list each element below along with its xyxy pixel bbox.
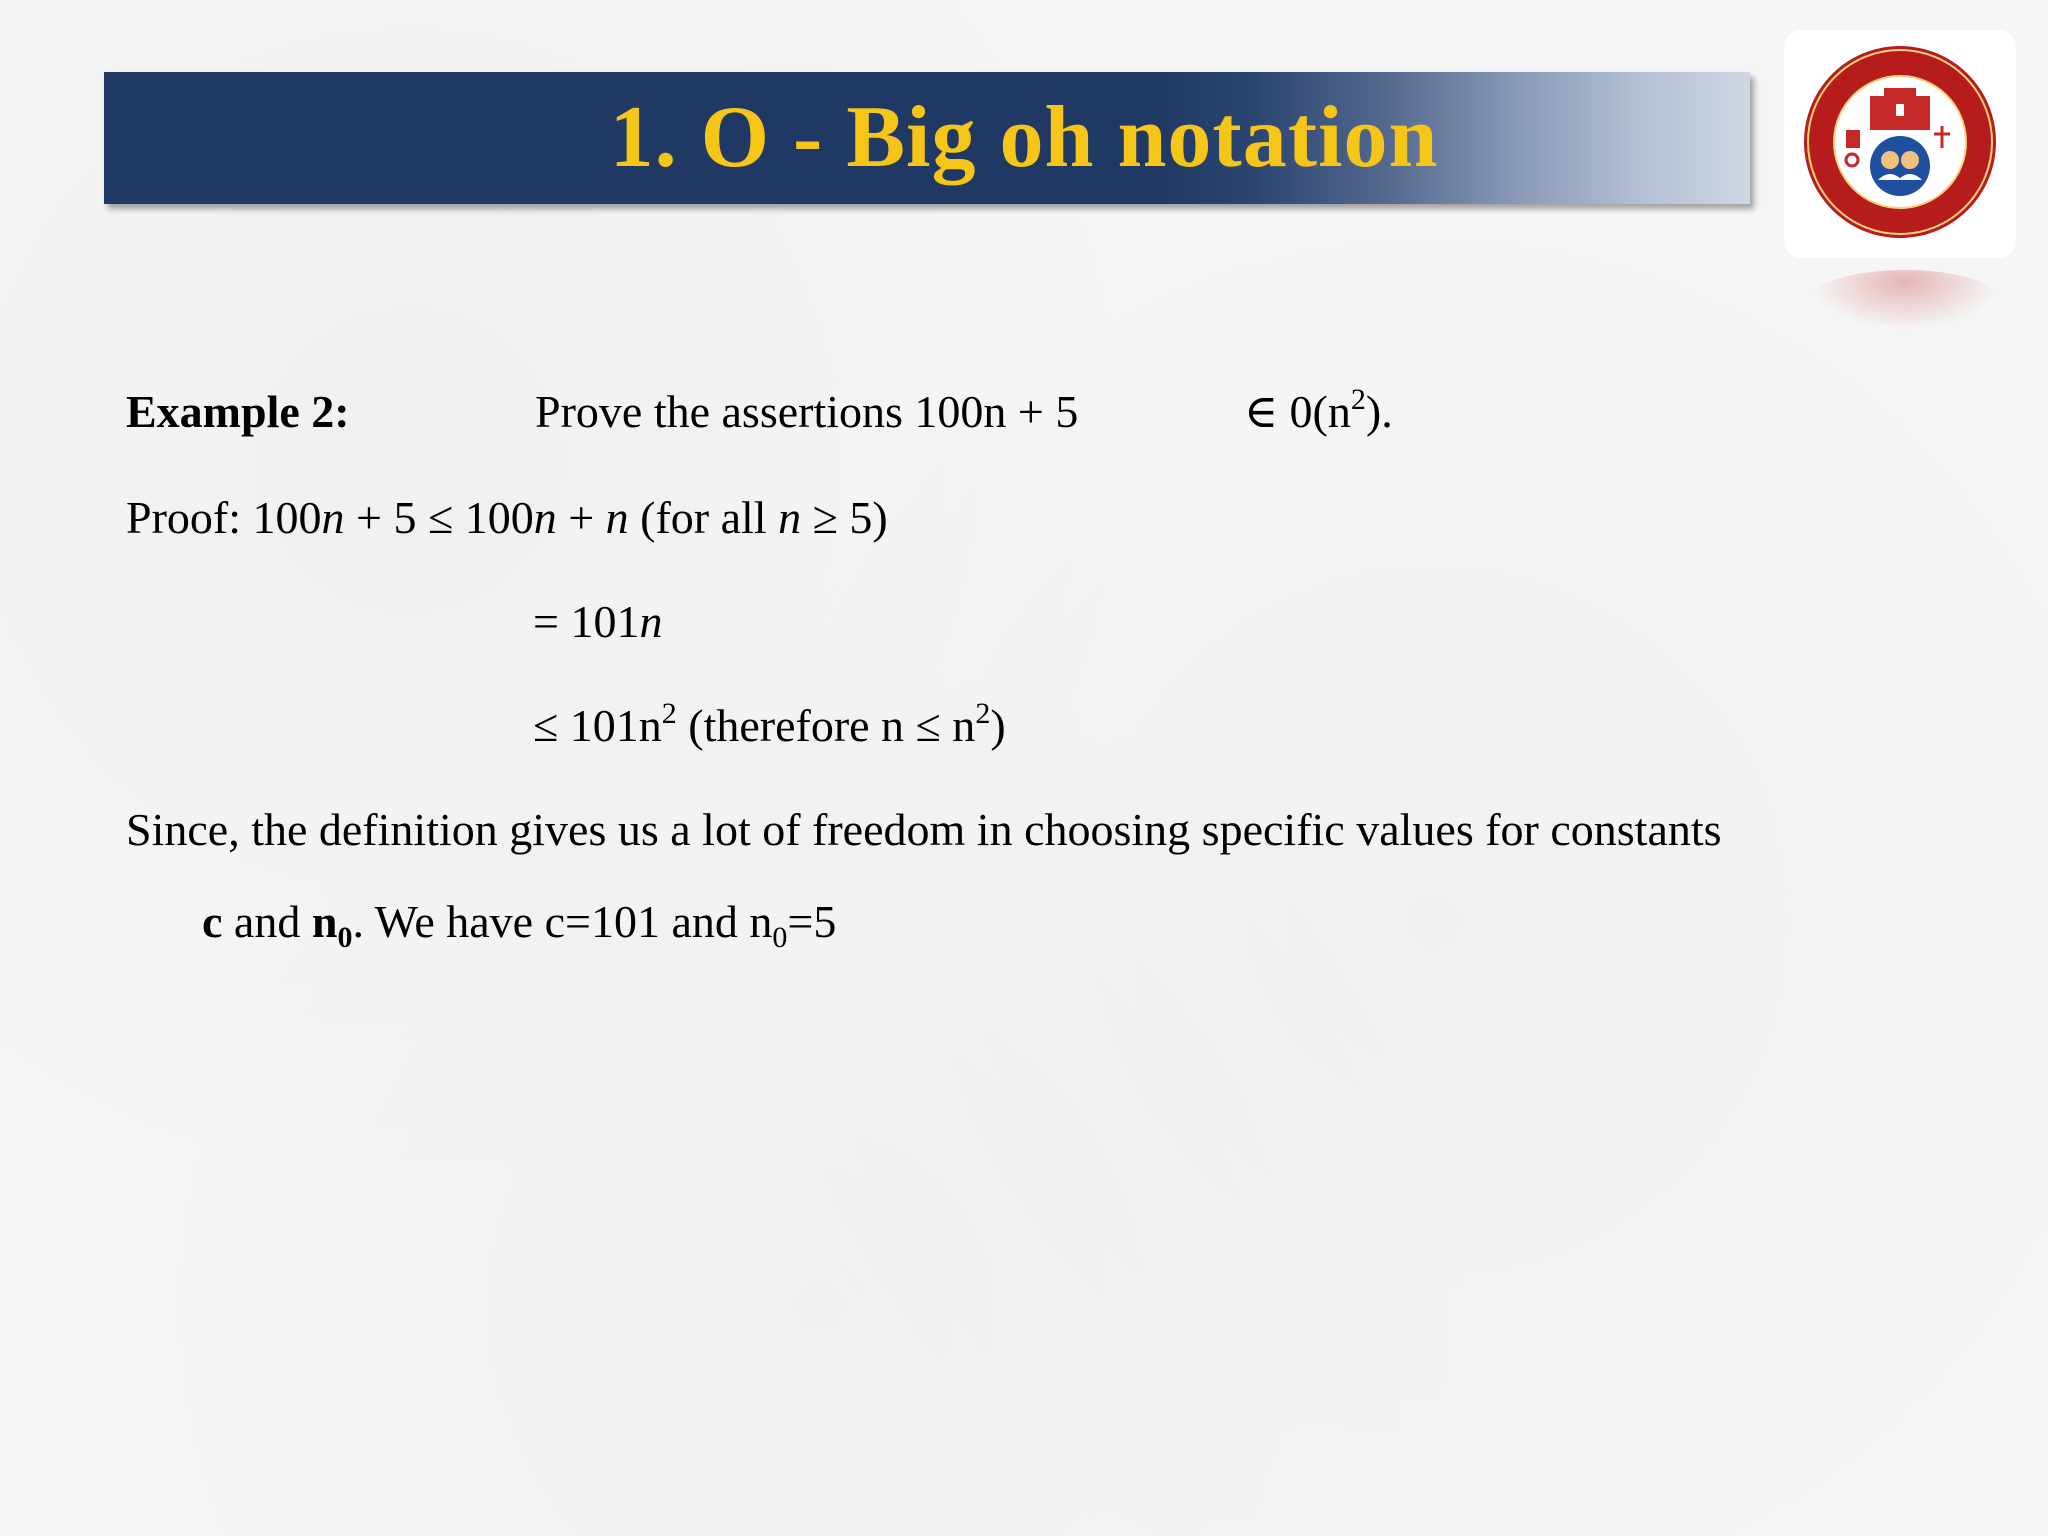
proof-text: )	[990, 700, 1006, 751]
proof-text: + 5 ≤ 100	[344, 492, 534, 543]
proof-text: +	[556, 492, 606, 543]
proof-var: n	[778, 492, 802, 543]
proof-text: ≥ 5)	[801, 492, 888, 543]
proof-line-3	[533, 698, 1006, 754]
example-label: Example 2:	[126, 386, 350, 437]
college-seal-logo	[1784, 30, 2016, 258]
proof-var: n	[605, 492, 629, 543]
proof-text: = 101	[533, 596, 640, 647]
proof-sup: 2	[975, 697, 991, 730]
statement-sup: 2	[1350, 383, 1366, 416]
slide-title: 1. O - Big oh notation	[609, 89, 1439, 186]
proof-var: n	[533, 492, 557, 543]
proof-sup: 2	[661, 697, 677, 730]
statement-in: ∈ 0(n	[1244, 386, 1351, 437]
example-membership	[1244, 384, 1393, 440]
constant-n0-sub: 0	[337, 921, 353, 954]
statement-end: ).	[1365, 386, 1393, 437]
example-line	[126, 384, 350, 440]
conclusion-text: Since, the definition gives us a lot of freedom in choosing specific values for constants	[126, 804, 1722, 855]
conclusion-text: and	[222, 896, 312, 947]
logo-reflection	[1810, 270, 2000, 330]
n0-sub: 0	[772, 921, 788, 954]
proof-line-1	[126, 490, 888, 546]
constant-c: c	[202, 896, 223, 947]
proof-text: ≤ 101n	[533, 700, 662, 751]
seal-icon	[1784, 30, 2016, 258]
proof-line-2	[533, 594, 662, 650]
example-statement	[535, 384, 1078, 440]
conclusion-line-2	[202, 894, 837, 954]
proof-var: n	[639, 596, 663, 647]
conclusion-text: . We have c=101 and n	[352, 896, 773, 947]
proof-var: n	[321, 492, 345, 543]
conclusion-text: =5	[787, 896, 837, 947]
conclusion-line-1	[126, 802, 1722, 858]
constant-n0: n	[311, 896, 338, 947]
proof-text: (for all	[628, 492, 779, 543]
proof-text: Proof: 100	[126, 492, 322, 543]
statement-prefix: Prove the assertions 100n + 5	[535, 386, 1079, 437]
proof-text: (therefore n ≤ n	[676, 700, 976, 751]
